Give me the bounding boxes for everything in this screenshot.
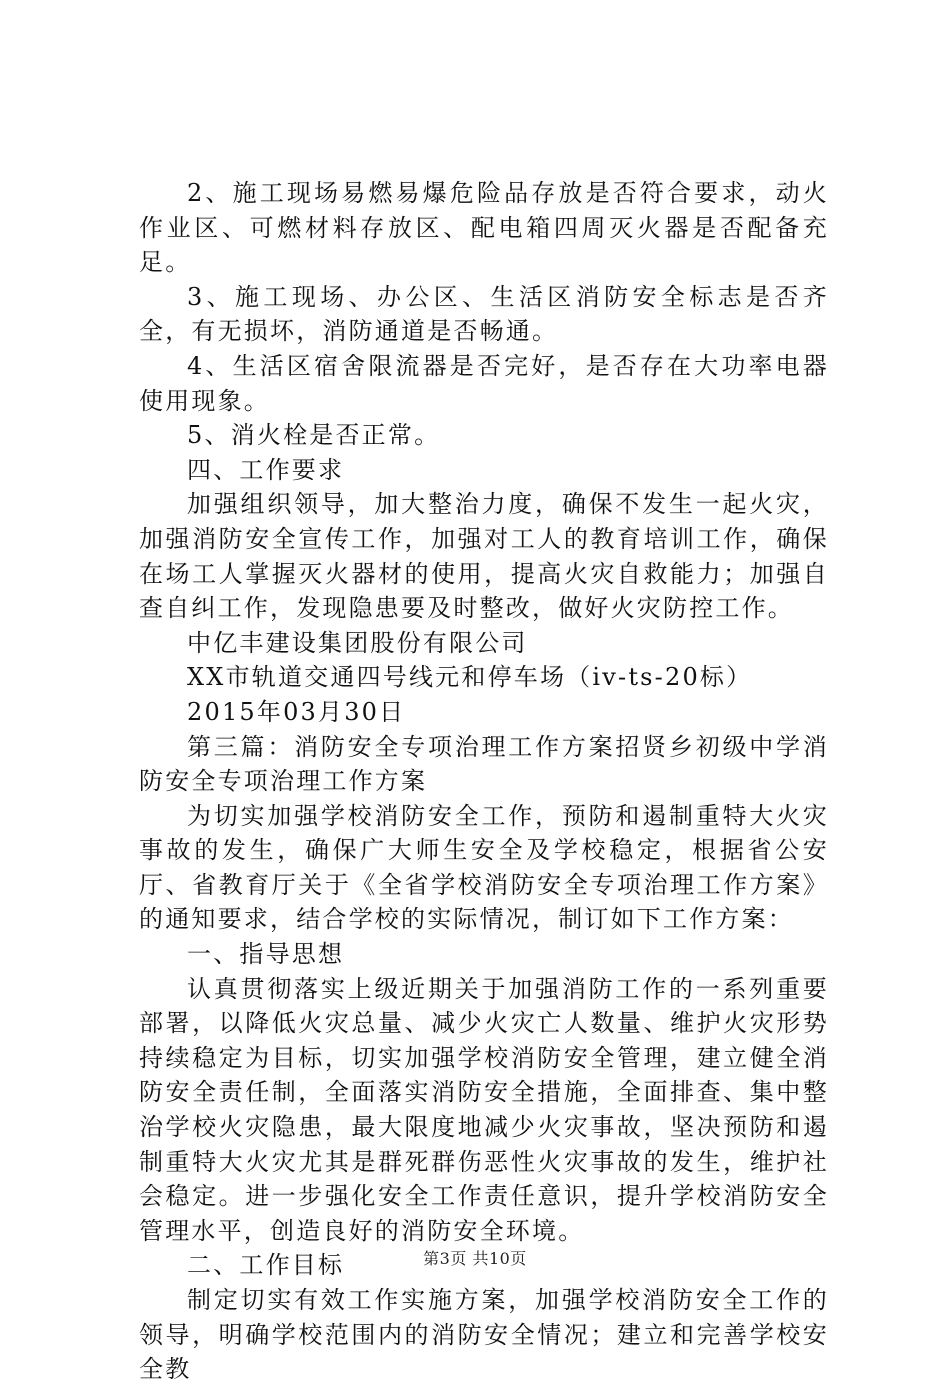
paragraph-guiding-ideology: 认真贯彻落实上级近期关于加强消防工作的一系列重要部署，以降低火灾总量、减少火灾亡人数量、维护火灾形势持续稳定为目标，切实加强学校消防安全管理，建立健全消防安全责任制，全面落实消防安全措施，全面排查、集中整治学校火灾隐患，最大限度地减少火灾事故，坚决预防和遏制重特大火灾尤其是群死群伤恶性火灾事故的发生，维护社会稳定。进一步强化安全工作责任意识，提升学校消防安全管理水平，创造良好的消防安全环境。 bbox=[139, 974, 829, 1245]
page-number-footer: 第3页 共10页 bbox=[423, 1249, 527, 1268]
signature-date: 2015年03月30日 bbox=[187, 697, 406, 726]
paragraph-work-goals: 制定切实有效工作实施方案，加强学校消防安全工作的领导，明确学校范围内的消防安全情况；建立和完善学校安全教 bbox=[139, 1286, 829, 1384]
paragraph-work-requirements: 加强组织领导，加大整治力度，确保不发生一起火灾，加强消防安全宣传工作，加强对工人的教育培训工作，确保在场工人掌握灭火器材的使用，提高火灾自救能力；加强自查自纠工作，发现隐患要及时整改，做好火灾防控工作。 bbox=[139, 490, 829, 623]
paragraph-check-item-3: 3、施工现场、办公区、生活区消防安全标志是否齐全，有无损坏，消防通道是否畅通。 bbox=[139, 282, 829, 346]
section-heading-work-requirements: 四、工作要求 bbox=[187, 455, 345, 484]
paragraph-introduction: 为切实加强学校消防安全工作，预防和遏制重特大火灾事故的发生，确保广大师生安全及学校稳定，根据省公安厅、省教育厅关于《全省学校消防安全专项治理工作方案》的通知要求，结合学校的实际情况，制订如下工作方案： bbox=[139, 801, 829, 934]
paragraph-check-item-5: 5、消火栓是否正常。 bbox=[187, 421, 441, 450]
paragraph-check-item-4: 4、生活区宿舍限流器是否完好，是否存在大功率电器使用现象。 bbox=[139, 351, 829, 415]
document-body bbox=[139, 176, 829, 1387]
signature-project: XX市轨道交通四号线元和停车场（iv-ts-20标） bbox=[187, 663, 753, 692]
signature-company: 中亿丰建设集团股份有限公司 bbox=[187, 628, 528, 657]
article-title-part-three: 第三篇：消防安全专项治理工作方案招贤乡初级中学消防安全专项治理工作方案 bbox=[139, 732, 829, 796]
section-heading-guiding-ideology: 一、指导思想 bbox=[187, 940, 345, 969]
paragraph-check-item-2: 2、施工现场易燃易爆危险品存放是否符合要求，动火作业区、可燃材料存放区、配电箱四周灭火器是否配备充足。 bbox=[139, 179, 829, 277]
section-heading-work-goals: 二、工作目标 bbox=[187, 1251, 345, 1280]
